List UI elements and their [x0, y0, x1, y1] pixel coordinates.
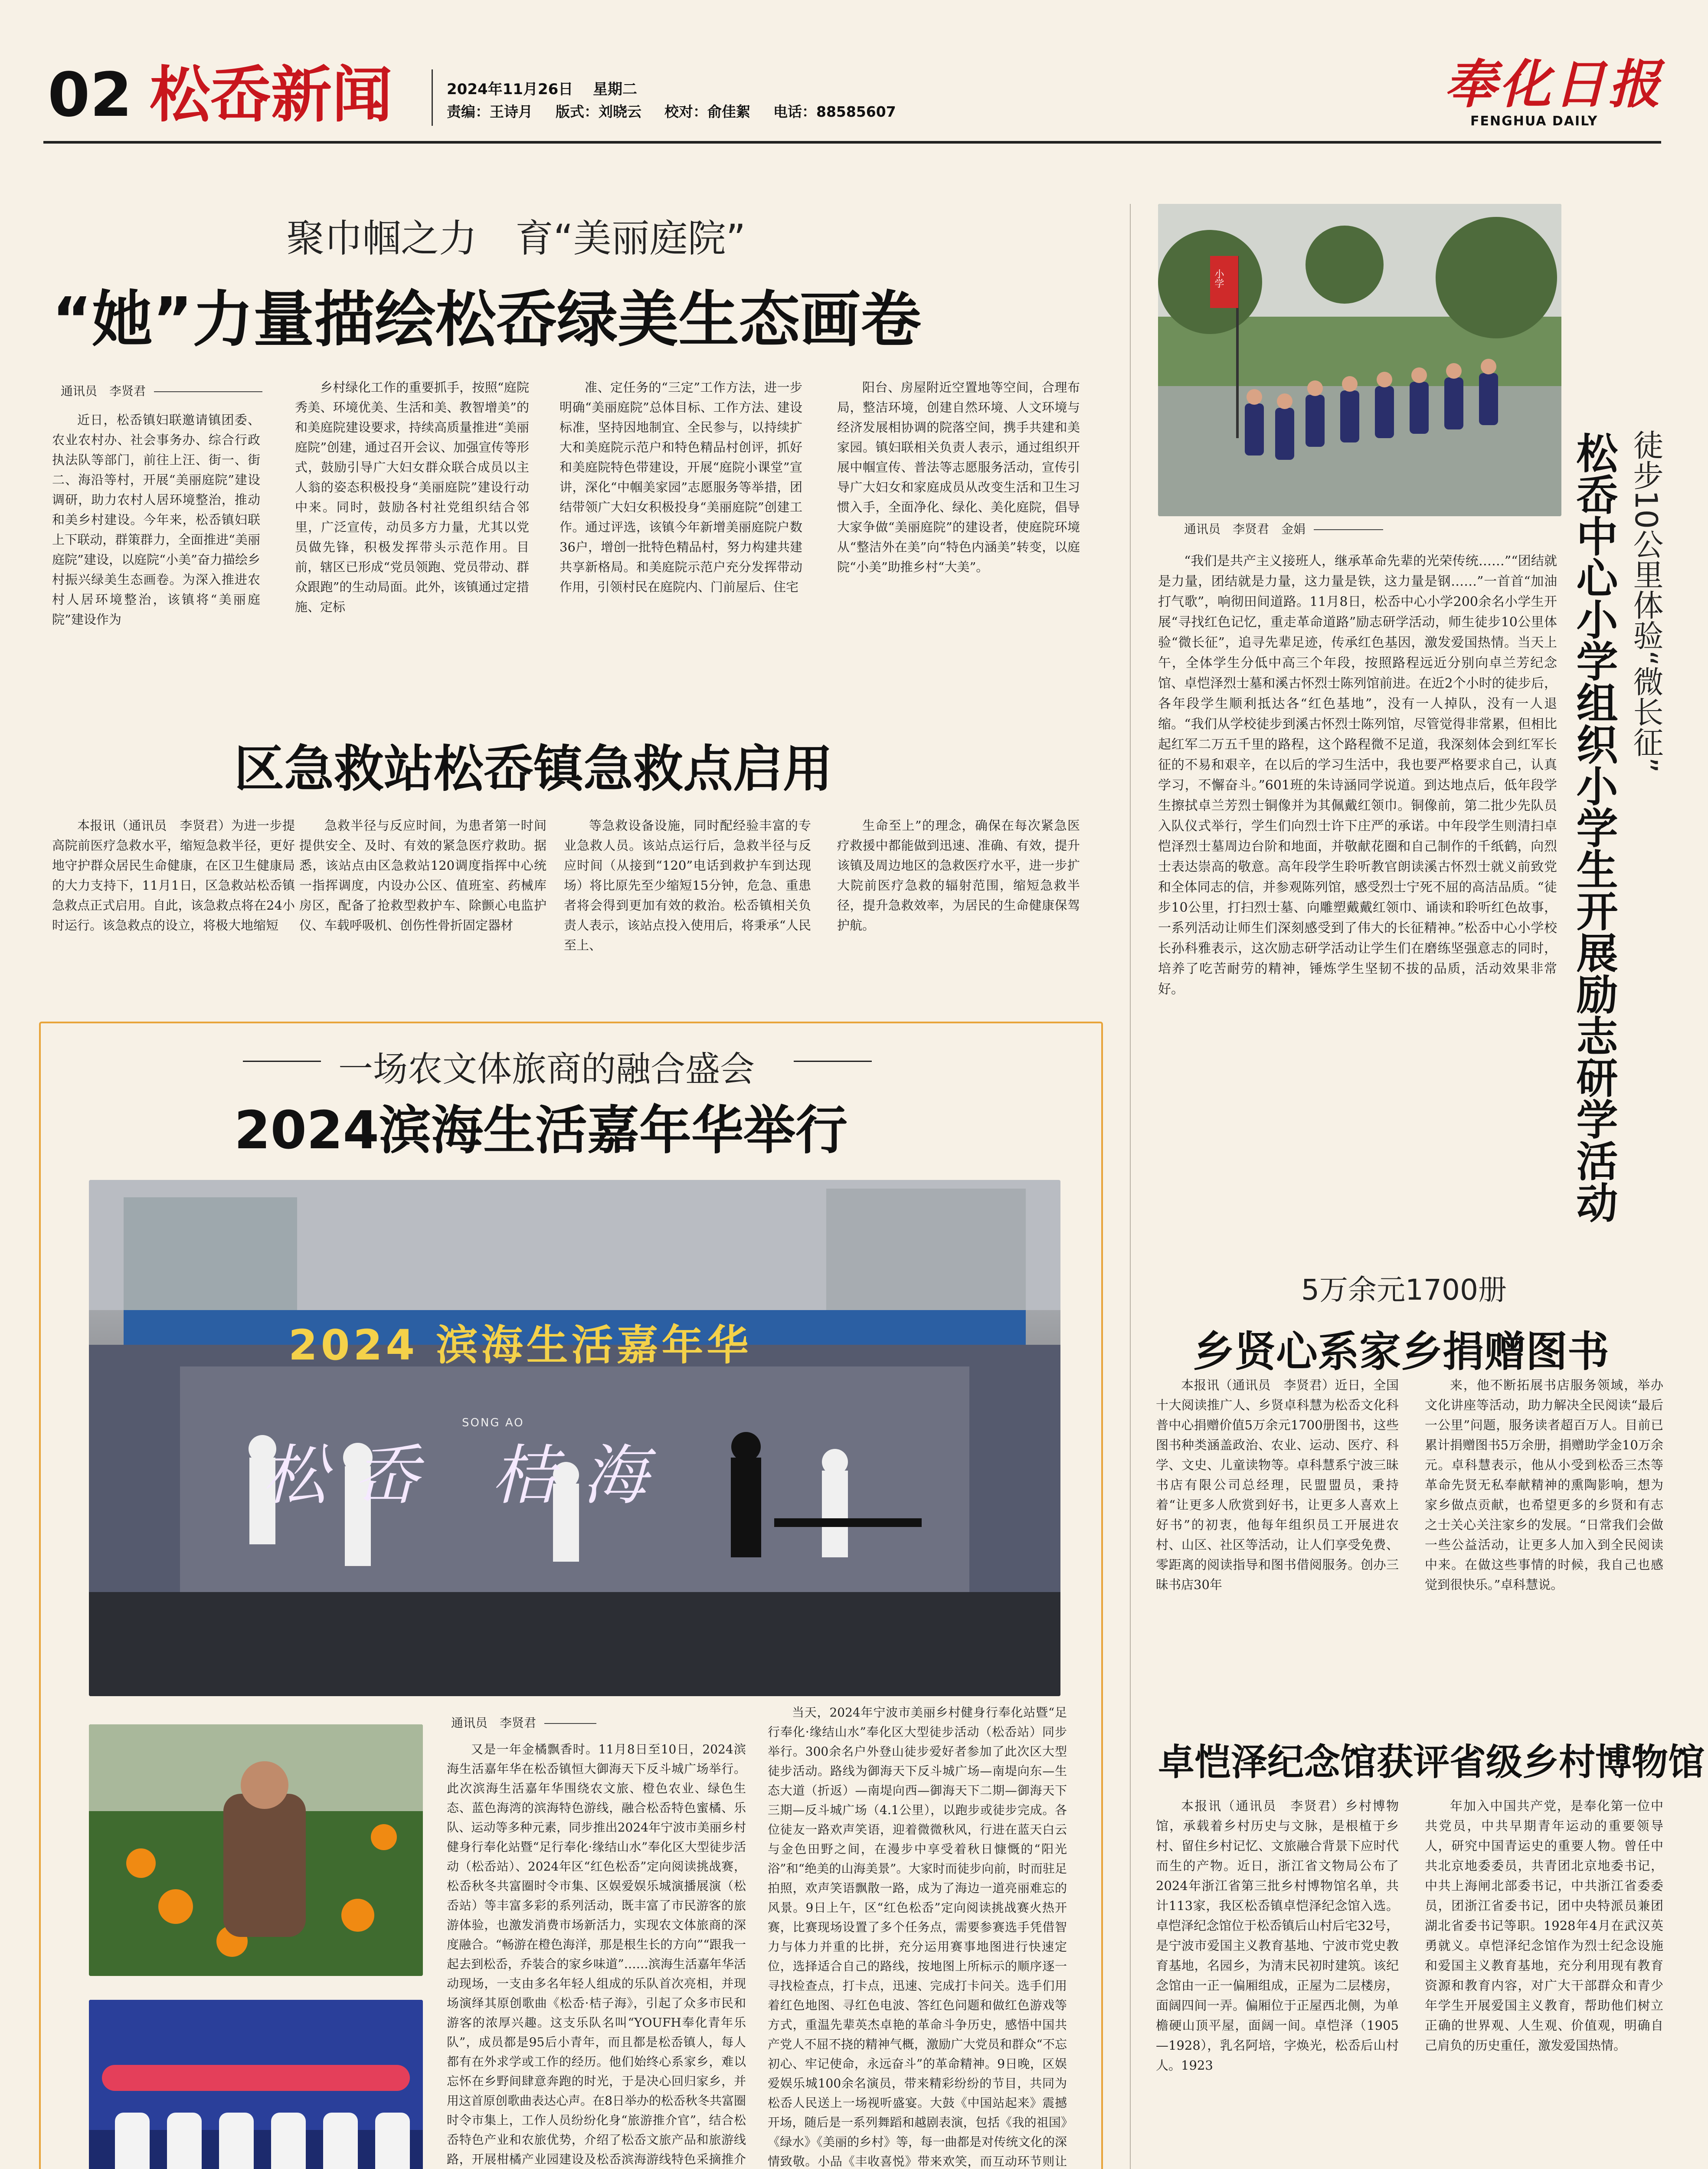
- article1-col-2: 乡村绿化工作的重要抓手，按照“庭院秀美、环境优美、生活和美、教智增美”的和美庭院建设要求，持续高质量推进“美丽庭院”创建，通过召开会议、加强宣传等形式，鼓励引导广大妇女群众联合成员以主人翁的姿态积极投身“美丽庭院”建设行动中来。同时，鼓励各村社党组织结合邻里，广泛宣传，动员多方力量，尤其以党员做先锋，积极发挥带头示范作用。目前，辖区已形成“党员领跑、党员带动、群众跟跑”的生动局面。此外，该镇通过定措施、定标: [295, 380, 529, 614]
- article4-headline: 松岙中心小学组织小学生开展励志研学活动: [1570, 432, 1618, 1223]
- article1-col-4: 阳台、房屋附近空置地等空间，合理布局，整洁环境，创建自然环境、人文环境与经济发展相协调的院落空间，携手共建和美家园。镇妇联相关负责人表示，通过组织开展中帼宣传、普法等志愿服务活动，宣传引导广大妇女和家庭成员从改变生活和卫生习惯入手，全面净化、绿化、美化庭院，倡导大家争做“美丽庭院”的建设者，使庭院环境从“整洁外在美”向“特色内涵美”转变，以庭院“小美”助推乡村“大美”。: [837, 380, 1080, 574]
- stage-screen-sub: SONG AO: [462, 1416, 524, 1429]
- article3-kicker-rule-right: [794, 1061, 872, 1062]
- article5-kicker: 5万余元1700册: [1301, 1273, 1507, 1307]
- designer-credit: 版式：刘晓云: [556, 103, 641, 120]
- flag-text: 小学: [1213, 269, 1224, 288]
- paper-logo: 奉化日报: [1444, 54, 1663, 115]
- article1-headline: “她”力量描绘松岙绿美生态画卷: [52, 285, 922, 355]
- masthead-info-top: [447, 77, 637, 98]
- masthead-divider-v: [432, 69, 433, 126]
- carnival-stage-photo: [89, 1180, 1060, 1696]
- article2-col-3: 等急救设备设施，同时配经验丰富的专业急救人员。该站点运行后，急救半径与反应时间（从接到“120”电话到救护车到达现场）将比原先至少缩短15分钟，危急、重患者将会得到更加有效的救治。松岙镇相关负责人表示，该站点投入使用后，将秉承“人民至上、: [564, 818, 811, 953]
- stage-screen-text: 松岙 桔海: [262, 1438, 674, 1514]
- article2-headline: 区急救站松岙镇急救点启用: [234, 740, 833, 798]
- article5-headline: 乡贤心系家乡捐赠图书: [1193, 1327, 1609, 1376]
- article4-byline: 通讯员 李贤君 金娟: [1184, 520, 1383, 537]
- proofreader-credit: 校对：俞佳絮: [664, 103, 750, 120]
- article4-body: “我们是共产主义接班人，继承革命先辈的光荣传统……”“团结就是力量，团结就是力量，这力量是铁，这力量是钢……”一首首“加油打气歌”，响彻田间道路。11月8日，松岙中心小学200余名小学生开展“寻找红色记忆，重走革命道路”励志研学活动，师生徒步10公里体验“微长征”，追寻先辈足迹，传承红色基因，激发爱国热情。当天上午，全体学生分低中高三个年段，按照路程远近分别向卓兰芳纪念馆、卓恺泽烈士墓和溪古怀烈士陈列馆前进。在近2个小时的徒步后，各年段学生顺利抵达各“红色基地”，没有一人掉队，没有一人退缩。“我们从学校徒步到溪古怀烈士陈列馆，尽管觉得非常累，但相比起红军二万五千里的路程，这个路程微不足道，我深刻体会到红军长征的不易和艰辛，在以后的学习生活中，我也要严格要求自己，认真学习，不懈奋斗。”601班的朱诗涵同学说道。到达地点后，低年段学生擦拭卓兰芳烈士铜像并为其佩戴红领巾。铜像前，第二批少先队员入队仪式举行，学生们向烈士许下庄严的承诺。中年段学生则清扫卓恺泽烈士墓周边台阶和地面，并敬献花圈和自己制作的千纸鹤，向烈士表达崇高的敬意。高年段学生聆听教官朗读溪古怀烈士就义前致党和全体同志的信，并参观陈列馆，感受烈士宁死不屈的高洁品质。“徒步10公里，打扫烈士墓、向雕塑戴戴红领巾、诵读和聆听红色故事，一系列活动让师生们深刻感受到了伟大的长征精神。”松岙中心小学校长孙科雅表示，这次励志研学活动让学生们在磨练坚强意志的同时，培养了吃苦耐劳的精神，锤炼学生坚韧不拔的品质，活动效果非常好。: [1158, 554, 1557, 997]
- article5-col-2: 来，他不断拓展书店服务领域，举办文化讲座等活动，助力解决全民阅读“最后一公里”问题，服务读者超百万人。目前已累计捐赠图书5万余册，捐赠助学金10万余元。卓科慧表示，他从小受到松岙三杰等革命先贤无私奉献精神的熏陶影响，想为家乡做点贡献，也希望更多的乡贤和有志之士关心关注家乡的发展。“日常我们会做一些公益活动，让更多人加入到全民阅读中来。在做这些事情的时候，我自己也感觉到很快乐。”卓科慧说。: [1425, 1378, 1663, 1592]
- article1-col-3: 准、定任务的“三定”工作方法，进一步明确“美丽庭院”总体目标、工作方法、建设标准，坚持因地制宜、全民参与，以持续扩大和美庭院示范户和特色精品村创评，抓好和美庭院特色带建设，开展“庭院小课堂”宣讲，深化“中帼美家园”志愿服务等举措，团结带领广大妇女积极投身“美丽庭院”创建工作。通过评选，该镇今年新增美丽庭院户数36户，增创一批特色精品村，努力构建共建共享新格局。和美庭院示范户充分发挥带动作用，引领村民在庭院内、门前屋后、住宅: [560, 380, 802, 594]
- article1-byline: 通讯员 李贤君: [61, 382, 262, 399]
- article3-byline: 通讯员 李贤君: [451, 1714, 596, 1731]
- masthead-info-bottom: [447, 101, 896, 121]
- article3-col-2: 当天，2024年宁波市美丽乡村健身行奉化站暨“足行奉化·缘结山水”奉化区大型徒步活动（松岙站）同步举行。300余名户外登山徒步爱好者参加了此次区大型徒步活动。路线为御海天下反斗城广场—南堤向东—生态大道（折返）—南堤向西—御海天下二期—御海天下三期—反斗城广场（4.1公里），以跑步或徒步完成。各位徒友一路欢声笑语，迎着微微秋风，行进在蓝天白云与金色田野之间，在漫步中享受着秋日慷慨的“阳光浴”和“绝美的山海美景”。大家时而徒步向前，时而驻足拍照，欢声笑语飘散一路，成为了海边一道亮丽难忘的风景。9日上午，区“红色松岙”定向阅读挑战赛火热开赛，比赛现场设置了多个任务点，需要参赛选手凭借智力与体力并重的比拼，充分运用赛事地图进行快速定位，选择适合自己的路线，按地图上所标示的顺序逐一寻找检查点，打卡点，迅速、完成打卡问关。选手们用着红色地图、寻红色电波、答红色问题和做红色游戏等方式，重温先辈英杰卓艳的革命斗争历史，感悟中国共产党人不屈不挠的精神气概，激励广大党员和群众“不忘初心、牢记使命，永远奋斗”的革命精神。9日晚，区娱爱娱乐城100余名演员，带来精彩纷纷的节目，共同为松岙人民送上一场视听盛宴。大鼓《中国站起来》震撼开场，随后是一系列舞蹈和越剧表演，包括《我的祖国》《绿水》《美丽的乡村》等，每一曲都是对传统文化的深情致敬。小品《丰收喜悦》带来欢笑，而互动环节则让: [768, 1705, 1067, 2169]
- article1-col-1: 近日，松岙镇妇联邀请镇团委、农业农村办、社会事务办、综合行政执法队等部门，前往上汪、街一、街二、海沿等村，开展“美丽庭院”建设调研，助力农村人居环境整治，推动和美乡村建设。今年来，松岙镇妇联上下联动，群策群力，全面推进“美丽庭院”建设，以庭院“小美”奋力描绘乡村振兴绿美生态画卷。为深入推进农村人居环境整治，该镇将“美丽庭院”建设作为: [52, 413, 260, 627]
- article2-col-2: 急救半径与反应时间，为患者第一时间提供安全、及时、有效的紧急医疗救助。据悉，该站点由区急救站120调度指挥中心统一指挥调度，内设办公区、值班室、药械库房区，配备了抢救型救护车、除颤心电监护仪、车载呼吸机、创伤性骨折固定器材: [299, 818, 546, 933]
- stage-banner-text: 2024 滨海生活嘉年华: [288, 1321, 752, 1370]
- right-column-divider: [1130, 204, 1131, 2169]
- article4-kicker: 徒步10公里体验“微长征”: [1628, 429, 1664, 773]
- dance-performance-photo: [89, 2000, 423, 2169]
- article1-kicker: 聚巾帼之力 育“美丽庭院”: [286, 216, 746, 261]
- article3-kicker: 一场农文体旅商的融合盛会: [338, 1049, 755, 1089]
- article6-headline: 卓恺泽纪念馆获评省级乡村博物馆: [1158, 1741, 1705, 1783]
- section-title: 松岙新闻: [150, 60, 393, 131]
- masthead-rule: [43, 141, 1661, 144]
- phone-credit: 电话：88585607: [773, 103, 896, 120]
- editor-credit: 责编：王诗月: [447, 103, 533, 120]
- article5-col-1: 本报讯（通讯员 李贤君）近日，全国十大阅读推广人、乡贤卓科慧为松岙文化科普中心捐赠价值5万余元1700册图书，这些图书种类涵盖政治、农业、运动、医疗、科学、文史、儿童读物等。卓科慧系宁波三昧书店有限公司总经理，民盟盟员，秉持着“让更多人欣赏到好书，让更多人喜欢上好书”的初衷，他每年组织员工开展进农村、山区、社区等活动，让人们享受免费、零距离的阅读指导和图书借阅服务。创办三昧书店30年: [1156, 1378, 1399, 1592]
- page-number: 02: [48, 60, 132, 131]
- article3-col-1: 又是一年金橘飘香时。11月8日至10日，2024滨海生活嘉年华在松岙镇恒大御海天下反斗城广场举行。此次滨海生活嘉年华围绕农文旅、橙色农业、绿色生态、蓝色海湾的滨海特色游线，融合松岙特色蜜橘、乐队、运动等多种元素，同步推出2024年宁波市美丽乡村健身行奉化站暨“足行奉化·缘结山水”奉化区大型徒步活动（松岙站）、2024年区“红色松岙”定向阅读挑战赛，松岙秋冬共富圈时令市集、区娱爱娱乐城演播展演（松岙站）等丰富多彩的系列活动，既丰富了市民游客的旅游体验，也激发消费市场新活力，实现农文体旅商的深度融合。“畅游在橙色海洋，那是根生长的方向”“跟我一起去到松岙，乔装合的家乡味道”……滨海生活嘉年华活动现场，一支由多名年轻人组成的乐队首次亮相，并现场演绎其原创歌曲《松岙·桔子海》，引起了众多市民和游客的浓厚兴趣。这支乐队名叫“YOUFH奉化青年乐队”，成员都是95后小青年，而且都是松岙镇人，每人都有在外求学或工作的经历。他们始终心系家乡，难以忘怀在乡野间肆意奔跑的时光，于是决心回归家乡，并用这首原创歌曲表达心声。在8日举办的松岙秋冬共富圈时令市集上，工作人员纷纷化身“旅游推介官”，结合松岙特色产业和农旅优势，介绍了松岙文旅产品和旅游线路，开展柑橘产业园建设及松岙滨海游线特色采摘推介: [447, 1742, 746, 2166]
- orange-farmer-photo: [89, 1724, 423, 1976]
- article6-col-2: 年加入中国共产党，是奉化第一位中共党员，中共早期青年运动的重要领导人，研究中国青运史的重要人物。曾任中共北京地委委员，共青团北京地委书记，中共上海闸北部委书记，中共浙江省委委员，团浙江省委书记，团中央特派员兼团湖北省委书记等职。1928年4月在武汉英勇就义。卓恺泽纪念馆作为烈士纪念设施和爱国主义教育基地，充分利用现有教育资源和教育内容，对广大干部群众和青少年学生开展爱国主义教育，帮助他们树立正确的世界观、人生观、价值观，明确自己肩负的历史重任，激发爱国热情。: [1425, 1799, 1663, 2053]
- article3-kicker-rule-left: [243, 1061, 321, 1062]
- article2-col-4: 生命至上”的理念，确保在每次紧急医疗救援中都能做到迅速、准确、有效，提升该镇及周边地区的急救医疗水平，进一步扩大院前医疗急救的辐射范围，缩短急救半径，提升急救效率，为居民的生命健康保驾护航。: [837, 818, 1080, 933]
- article6-col-1: 本报讯（通讯员 李贤君）乡村博物馆，承载着乡村历史与文脉，是根植于乡村、留住乡村记忆、文旅融合背景下应时代而生的产物。近日，浙江省文物局公布了2024年浙江省第三批乡村博物馆名单，共计113家，我区松岙镇卓恺泽纪念馆入选。卓恺泽纪念馆位于松岙镇后山村后宅32号，是宁波市爱国主义教育基地、宁波市党史教育基地，名园乡，为清末民初时建筑。该纪念馆由一正一偏厢组成，正屋为二层楼房，面阔四间一弄。偏厢位于正屋西北侧，为单檐硬山顶平屋，面阔一间。卓恺泽（1905—1928），乳名阿培，字焕光，松岙后山村人。1923: [1156, 1799, 1399, 2073]
- students-march-photo: [1158, 204, 1561, 516]
- article2-col-1: 本报讯（通讯员 李贤君）为进一步提高院前医疗急救水平，缩短急救半径，更好地守护群众居民生命健康，在区卫生健康局的大力支持下，11月1日，区急救站松岙镇急救点正式启用。自此，该急救点将在24小时运行。该急救点的设立，将极大地缩短: [52, 818, 295, 933]
- issue-weekday: 星期二: [592, 81, 637, 98]
- issue-date: 2024年11月26日: [447, 81, 573, 98]
- paper-logo-en: FENGHUA DAILY: [1470, 114, 1598, 129]
- article3-headline: 2024滨海生活嘉年华举行: [234, 1101, 847, 1161]
